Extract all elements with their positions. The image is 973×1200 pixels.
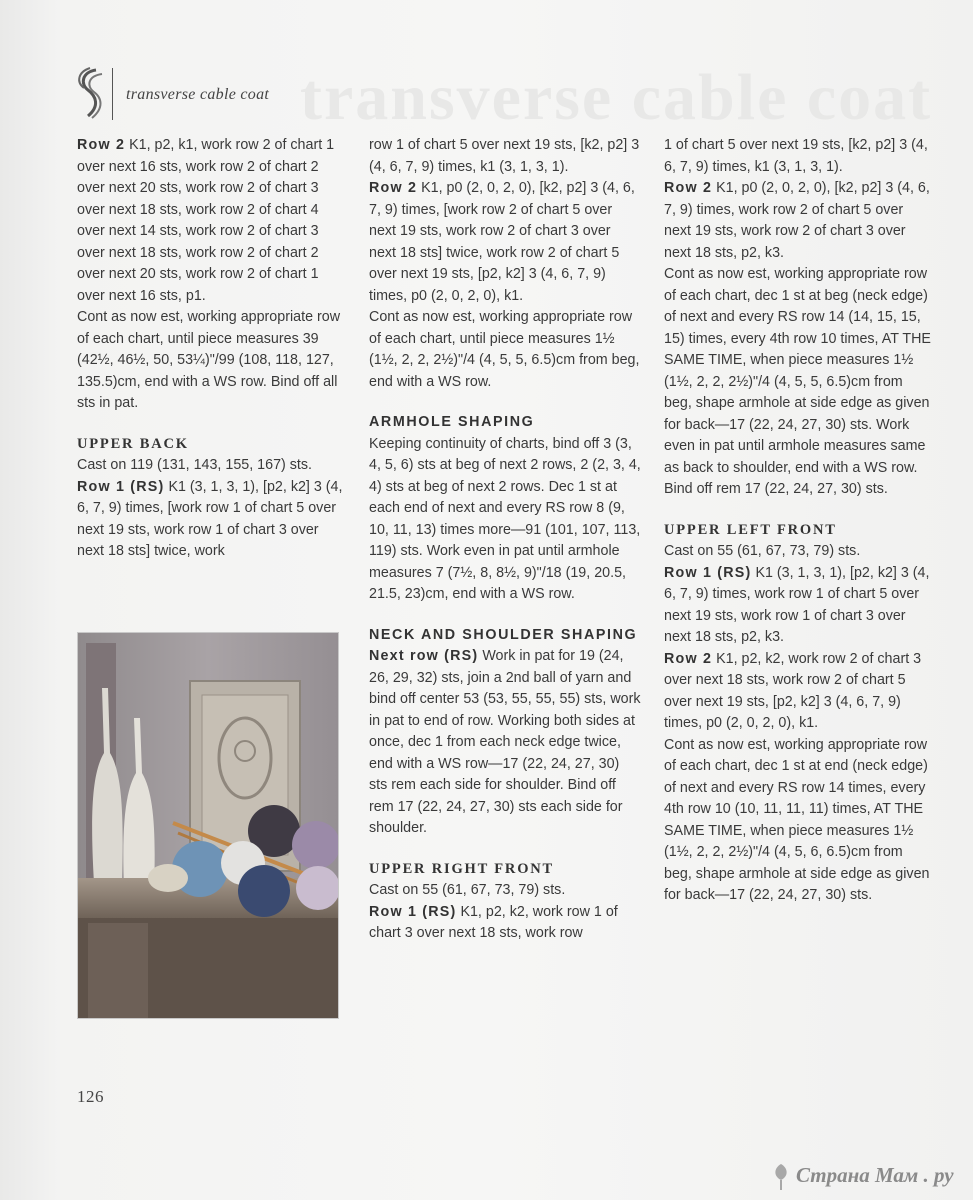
pattern-paragraph bbox=[369, 307, 641, 393]
column-middle bbox=[369, 135, 641, 945]
yarn-still-life-photo bbox=[78, 633, 338, 1018]
row-label: Row 2 bbox=[664, 650, 713, 667]
pattern-paragraph bbox=[77, 307, 345, 415]
column-left bbox=[77, 135, 345, 563]
row-label: Row 1 (RS) bbox=[664, 564, 752, 581]
pattern-paragraph bbox=[77, 455, 345, 477]
instruction-text: K1 (3, 1, 3, 1), [p2, k2] 3 (4, 6, 7, 9) times, work row 1 of chart 5 over next 19 sts, work row 1 of chart 3 over next 18 sts, p2, k3. bbox=[664, 564, 930, 645]
ghost-title-show-through: transverse cable coat bbox=[300, 61, 933, 134]
photo-illustration bbox=[78, 633, 338, 1018]
pattern-paragraph bbox=[369, 434, 641, 606]
instruction-text: K1 (3, 1, 3, 1), [p2, k2] 3 (4, 6, 7, 9) times, [work row 1 of chart 5 over next 19 sts, work row 1 of chart 3 over next 18 sts] twice, work bbox=[77, 478, 343, 559]
pattern-row-instruction bbox=[664, 563, 934, 649]
section-heading: ARMHOLE SHAPING bbox=[369, 414, 535, 430]
instruction-text: row 1 of chart 5 over next 19 sts, [k2, p2] 3 (4, 6, 7, 9) times, k1 (3, 1, 3, 1). bbox=[369, 137, 640, 175]
instruction-text: Cont as now est, working appropriate row of each chart, dec 1 st at beg (neck edge) of next and every RS row 14 (14, 15, 15, 15) times, every 4th row 10 times, AT THE SAME TIME, when piece measures 1½ (1½, 2, 2, 2½)"/4 (4, 5, 5, 6.5)cm from beg, shape armhole at side edge as given for back—17 (22, 24, 27, 30) sts. Work even in pat until armhole measures same as back to shoulder, end with a WS row. Bind off rem 17 (22, 24, 27, 30) sts. bbox=[664, 266, 931, 497]
instruction-text: K1, p0 (2, 0, 2, 0), [k2, p2] 3 (4, 6, 7, 9) times, [work row 2 of chart 5 over next 19 sts, work row 2 of chart 3 over next 18 sts] twice, work row 2 of chart 5 over next 19 sts, [p2, k2] 3 (4, 6, 7, 9) times, p0 (2, 0, 2, 0), k1. bbox=[369, 180, 635, 304]
pattern-row-instruction bbox=[664, 649, 934, 735]
page-number: 126 bbox=[77, 1087, 104, 1106]
section-gap bbox=[369, 606, 641, 625]
instruction-text: Cont as now est, working appropriate row of each chart, dec 1 st at end (neck edge) of next and every RS row 14 times, every 4th row 10 (10, 11, 11, 11) times, AT THE SAME TIME, when piece measures 1½ (1½, 2, 2, 2½)"/4 (4, 5, 6, 6.5)cm from beg, shape armhole at side edge as given for back—17 (22, 24, 27, 30) sts. bbox=[664, 736, 930, 903]
cable-swirl-logo-icon bbox=[74, 66, 108, 122]
pattern-row-instruction bbox=[369, 646, 641, 840]
site-watermark bbox=[770, 1158, 960, 1192]
pattern-paragraph bbox=[664, 735, 934, 907]
row-label: Row 1 (RS) bbox=[77, 478, 165, 495]
section-heading: UPPER BACK bbox=[77, 435, 189, 452]
pattern-row-instruction bbox=[77, 477, 345, 563]
column-right bbox=[664, 135, 934, 907]
pattern-paragraph bbox=[369, 135, 641, 178]
instruction-text: K1, p2, k2, work row 1 of chart 3 over next 18 sts, work row bbox=[369, 903, 618, 941]
instruction-text: Cast on 55 (61, 67, 73, 79) sts. bbox=[664, 543, 861, 559]
row-label: Row 2 bbox=[77, 137, 126, 153]
instruction-text: Cast on 119 (131, 143, 155, 167) sts. bbox=[77, 457, 312, 473]
section-heading: UPPER LEFT FRONT bbox=[664, 521, 837, 538]
running-header bbox=[74, 66, 374, 122]
pattern-paragraph bbox=[664, 264, 934, 501]
pattern-paragraph bbox=[369, 880, 641, 902]
instruction-text: K1, p2, k1, work row 2 of chart 1 over next 16 sts, work row 2 of chart 2 over next 20 sts, work row 2 of chart 3 over next 18 sts, work row 2 of chart 4 over next 14 sts, work row 2 of chart 3 over next 18 sts, work row 2 of chart 2 over next 20 sts, work row 2 of chart 1 over next 16 sts, p1. bbox=[77, 137, 335, 304]
pattern-paragraph bbox=[664, 135, 934, 178]
pattern-row-instruction bbox=[77, 135, 345, 307]
section-gap bbox=[664, 501, 934, 520]
tulip-icon bbox=[770, 1160, 792, 1190]
pattern-row-instruction bbox=[664, 178, 934, 264]
pattern-row-instruction bbox=[369, 902, 641, 945]
row-label: Next row (RS) bbox=[369, 648, 479, 664]
instruction-text: Work in pat for 19 (24, 26, 29, 32) sts, join a 2nd ball of yarn and bind off center 53 (53, 55, 55, 55) sts, work in pat to end of row. Working both sides at once, dec 1 from each neck edge twice, end with a WS row—17 (22, 24, 27, 30) sts rem each side for shoulder. Bind off rem 17 (22, 24, 27, 30) sts each side for shoulder. bbox=[369, 648, 641, 836]
instruction-text: Keeping continuity of charts, bind off 3 (3, 4, 5, 6) sts at beg of next 2 rows, 2 (2, 3, 4, 4) sts at beg of next 2 rows. Dec 1 st at each end of next and every RS row 8 (9, 10, 11, 13) times more—91 (101, 107, 113, 119) sts. Work even in pat until armhole measures 7 (7½, 8, 8½, 9)"/18 (19, 20.5, 21.5, 23)cm, end with a WS row. bbox=[369, 435, 641, 602]
instruction-text: Cont as now est, working appropriate row of each chart, until piece measures 39 (42½, 46½, 50, 53¼)"/99 (108, 118, 127, 135.5)cm, end with a WS row. Bind off all sts in pat. bbox=[77, 309, 341, 411]
pattern-paragraph bbox=[664, 541, 934, 563]
watermark-text: Страна Мам . ру bbox=[796, 1162, 954, 1187]
section-heading: NECK AND SHOULDER SHAPING bbox=[369, 626, 638, 643]
pattern-row-instruction bbox=[369, 178, 641, 307]
instruction-text: K1, p2, k2, work row 2 of chart 3 over next 18 sts, work row 2 of chart 5 over next 19 sts, [p2, k2] 3 (4, 6, 7, 9) times, p0 (2, 0, 2, 0), k1. bbox=[664, 650, 922, 731]
row-label: Row 2 bbox=[369, 180, 418, 196]
header-divider bbox=[112, 68, 113, 120]
row-label: Row 2 bbox=[664, 180, 713, 196]
book-title: transverse cable coat bbox=[126, 86, 270, 103]
row-label: Row 1 (RS) bbox=[369, 903, 457, 920]
section-gap bbox=[369, 393, 641, 412]
instruction-text: K1, p0 (2, 0, 2, 0), [k2, p2] 3 (4, 6, 7, 9) times, work row 2 of chart 5 over next 19 sts, work row 2 of chart 3 over next 18 sts, p2, k3. bbox=[664, 180, 930, 261]
section-gap bbox=[77, 415, 345, 434]
instruction-text: Cont as now est, working appropriate row of each chart, until piece measures 1½ (1½, 2, 2, 2½)"/4 (4, 5, 5, 6.5)cm from beg, end with a WS row. bbox=[369, 309, 640, 390]
instruction-text: 1 of chart 5 over next 19 sts, [k2, p2] 3 (4, 6, 7, 9) times, k1 (3, 1, 3, 1). bbox=[664, 137, 928, 175]
section-heading: UPPER RIGHT FRONT bbox=[369, 860, 555, 877]
section-gap bbox=[369, 840, 641, 859]
instruction-text: Cast on 55 (61, 67, 73, 79) sts. bbox=[369, 882, 566, 898]
